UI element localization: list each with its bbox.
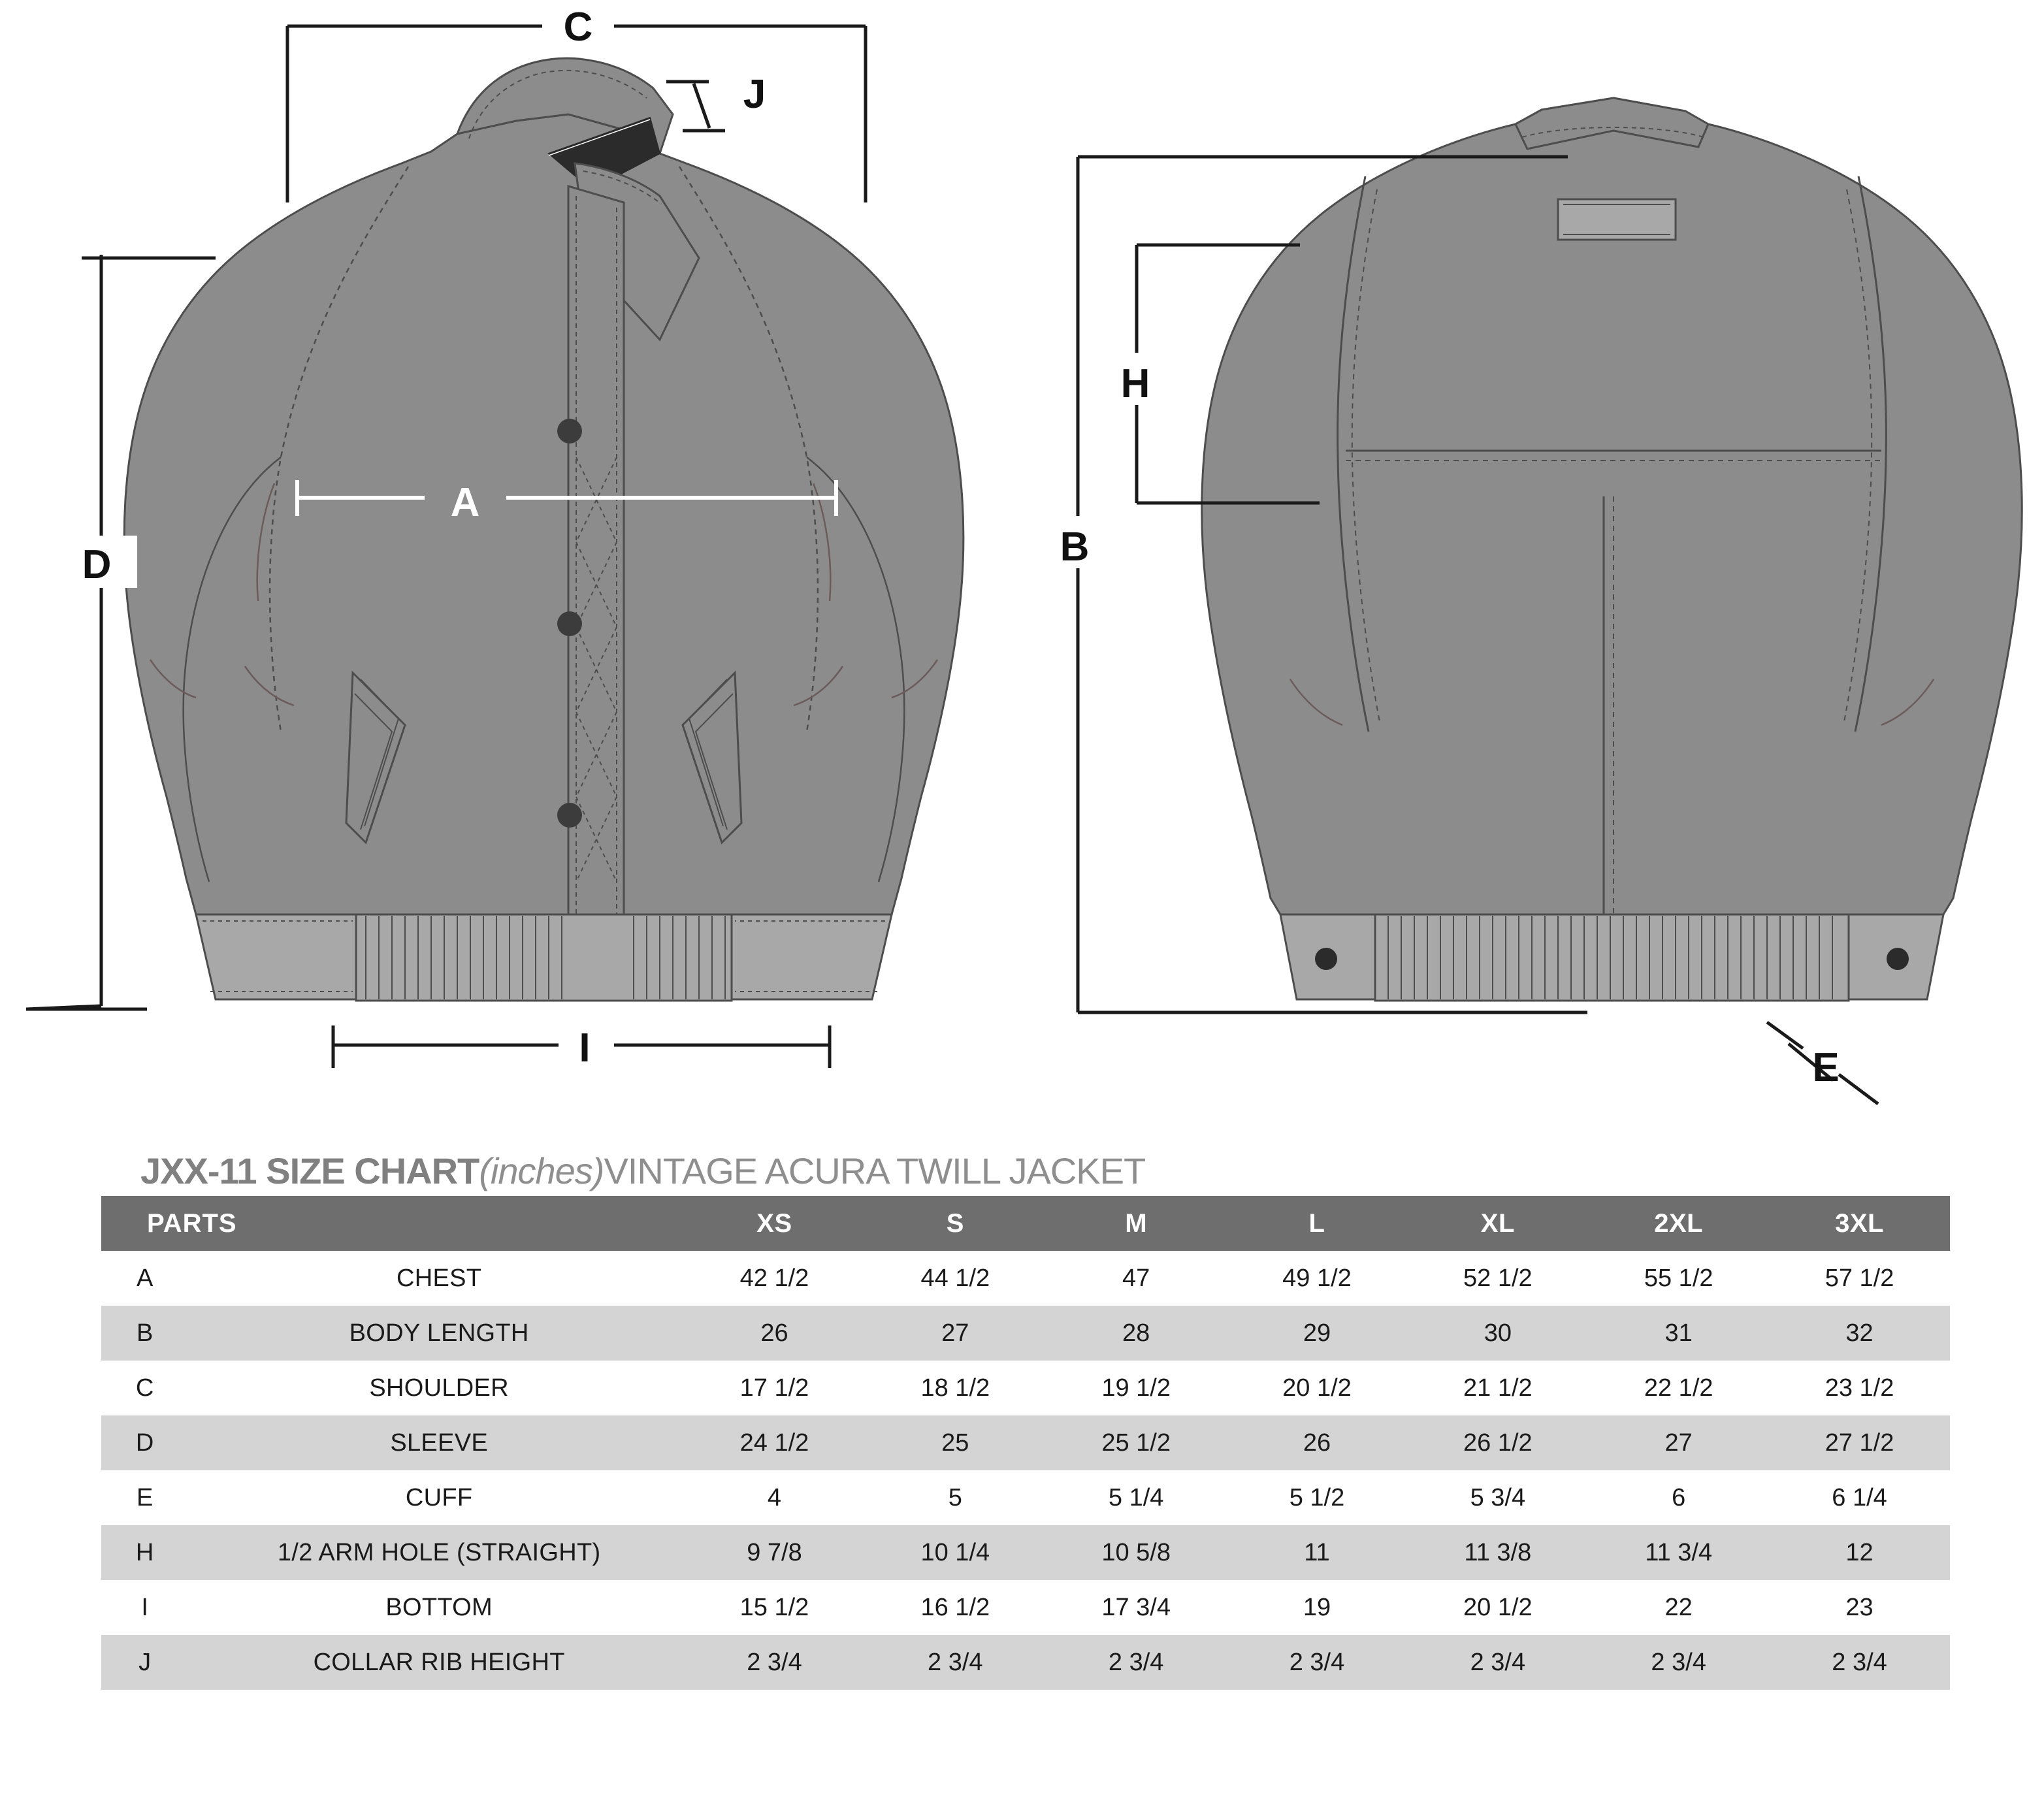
column-header-xl: XL <box>1407 1196 1588 1251</box>
column-header-3xl: 3XL <box>1769 1196 1950 1251</box>
cell-m: 5 1/4 <box>1046 1470 1227 1525</box>
table-header-row <box>101 1196 1950 1251</box>
svg-text:C: C <box>563 5 593 50</box>
table-row <box>101 1251 1950 1306</box>
row-part-name: 1/2 ARM HOLE (STRAIGHT) <box>188 1525 684 1580</box>
cell-3xl: 6 1/4 <box>1769 1470 1950 1525</box>
cell-xl: 20 1/2 <box>1407 1580 1588 1635</box>
svg-text:H: H <box>1120 361 1150 406</box>
row-part-name: CHEST <box>188 1251 684 1306</box>
cell-s: 16 1/2 <box>865 1580 1046 1635</box>
table-row <box>101 1361 1950 1415</box>
svg-text:J: J <box>743 72 766 117</box>
row-part-name: SHOULDER <box>188 1361 684 1415</box>
cell-xl: 2 3/4 <box>1407 1635 1588 1690</box>
cell-xl: 30 <box>1407 1306 1588 1361</box>
cell-l: 5 1/2 <box>1227 1470 1408 1525</box>
cell-2xl: 6 <box>1588 1470 1769 1525</box>
cell-l: 11 <box>1227 1525 1408 1580</box>
column-header-2xl: 2XL <box>1588 1196 1769 1251</box>
table-row <box>101 1470 1950 1525</box>
cell-l: 2 3/4 <box>1227 1635 1408 1690</box>
row-code: H <box>101 1525 188 1580</box>
back-right-cuff-button <box>1887 948 1909 970</box>
cell-xs: 17 1/2 <box>684 1361 865 1415</box>
cell-3xl: 27 1/2 <box>1769 1415 1950 1470</box>
front-view <box>26 5 964 1071</box>
cell-3xl: 32 <box>1769 1306 1950 1361</box>
cell-3xl: 57 1/2 <box>1769 1251 1950 1306</box>
column-header-xs: XS <box>684 1196 865 1251</box>
size-chart-table <box>101 1196 1950 1690</box>
cell-m: 17 3/4 <box>1046 1580 1227 1635</box>
table-row <box>101 1635 1950 1690</box>
cell-s: 27 <box>865 1306 1046 1361</box>
cell-xl: 26 1/2 <box>1407 1415 1588 1470</box>
cell-xl: 5 3/4 <box>1407 1470 1588 1525</box>
chart-title-units: (inches) <box>479 1150 604 1191</box>
cell-xl: 52 1/2 <box>1407 1251 1588 1306</box>
cell-3xl: 2 3/4 <box>1769 1635 1950 1690</box>
row-code: D <box>101 1415 188 1470</box>
measure-I <box>333 1022 830 1071</box>
chart-title <box>140 1150 2044 1192</box>
cell-3xl: 23 1/2 <box>1769 1361 1950 1415</box>
cell-xs: 24 1/2 <box>684 1415 865 1470</box>
back-view <box>1045 98 2022 1104</box>
row-part-name: CUFF <box>188 1470 684 1525</box>
cell-s: 44 1/2 <box>865 1251 1046 1306</box>
cell-l: 49 1/2 <box>1227 1251 1408 1306</box>
column-header-parts: PARTS <box>101 1196 684 1251</box>
cell-xl: 11 3/8 <box>1407 1525 1588 1580</box>
row-part-name: SLEEVE <box>188 1415 684 1470</box>
table-row <box>101 1580 1950 1635</box>
row-part-name: COLLAR RIB HEIGHT <box>188 1635 684 1690</box>
svg-text:A: A <box>450 480 480 525</box>
cell-2xl: 2 3/4 <box>1588 1635 1769 1690</box>
cell-2xl: 22 <box>1588 1580 1769 1635</box>
front-button-2 <box>557 611 582 636</box>
cell-l: 20 1/2 <box>1227 1361 1408 1415</box>
cell-3xl: 12 <box>1769 1525 1950 1580</box>
back-left-cuff-button <box>1315 948 1337 970</box>
svg-text:I: I <box>579 1025 591 1071</box>
chart-title-bold: JXX-11 SIZE CHART <box>140 1150 479 1191</box>
front-button-1 <box>557 419 582 444</box>
table-row <box>101 1415 1950 1470</box>
cell-m: 28 <box>1046 1306 1227 1361</box>
cell-s: 5 <box>865 1470 1046 1525</box>
row-part-name: BOTTOM <box>188 1580 684 1635</box>
cell-l: 29 <box>1227 1306 1408 1361</box>
cell-xs: 2 3/4 <box>684 1635 865 1690</box>
row-code: I <box>101 1580 188 1635</box>
cell-2xl: 27 <box>1588 1415 1769 1470</box>
front-left-cuff <box>196 914 356 999</box>
cell-s: 25 <box>865 1415 1046 1470</box>
cell-m: 47 <box>1046 1251 1227 1306</box>
front-right-cuff <box>732 914 892 999</box>
cell-xs: 42 1/2 <box>684 1251 865 1306</box>
measure-J <box>666 72 766 131</box>
front-button-3 <box>557 803 582 828</box>
row-part-name: BODY LENGTH <box>188 1306 684 1361</box>
back-waistband-rib <box>1375 914 1849 1001</box>
cell-2xl: 22 1/2 <box>1588 1361 1769 1415</box>
row-code: A <box>101 1251 188 1306</box>
cell-xs: 9 7/8 <box>684 1525 865 1580</box>
cell-m: 10 5/8 <box>1046 1525 1227 1580</box>
cell-3xl: 23 <box>1769 1580 1950 1635</box>
cell-xs: 4 <box>684 1470 865 1525</box>
cell-2xl: 55 1/2 <box>1588 1251 1769 1306</box>
measure-E <box>1767 1022 1878 1104</box>
cell-l: 26 <box>1227 1415 1408 1470</box>
cell-2xl: 31 <box>1588 1306 1769 1361</box>
cell-m: 25 1/2 <box>1046 1415 1227 1470</box>
size-chart-section <box>0 1150 2044 1690</box>
row-code: J <box>101 1635 188 1690</box>
cell-xs: 15 1/2 <box>684 1580 865 1635</box>
front-body-shape <box>124 114 964 999</box>
svg-text:E: E <box>1812 1045 1840 1090</box>
svg-text:D: D <box>82 542 112 587</box>
front-waistband-rib <box>356 914 732 1001</box>
column-header-l: L <box>1227 1196 1408 1251</box>
cell-xs: 26 <box>684 1306 865 1361</box>
back-label-patch <box>1558 199 1676 240</box>
column-header-m: M <box>1046 1196 1227 1251</box>
cell-xl: 21 1/2 <box>1407 1361 1588 1415</box>
row-code: B <box>101 1306 188 1361</box>
cell-m: 2 3/4 <box>1046 1635 1227 1690</box>
row-code: E <box>101 1470 188 1525</box>
table-row <box>101 1525 1950 1580</box>
cell-m: 19 1/2 <box>1046 1361 1227 1415</box>
svg-text:B: B <box>1060 525 1090 570</box>
row-code: C <box>101 1361 188 1415</box>
cell-s: 10 1/4 <box>865 1525 1046 1580</box>
cell-s: 18 1/2 <box>865 1361 1046 1415</box>
cell-2xl: 11 3/4 <box>1588 1525 1769 1580</box>
cell-l: 19 <box>1227 1580 1408 1635</box>
chart-title-product: VINTAGE ACURA TWILL JACKET <box>604 1150 1146 1191</box>
cell-s: 2 3/4 <box>865 1635 1046 1690</box>
column-header-s: S <box>865 1196 1046 1251</box>
table-row <box>101 1306 1950 1361</box>
